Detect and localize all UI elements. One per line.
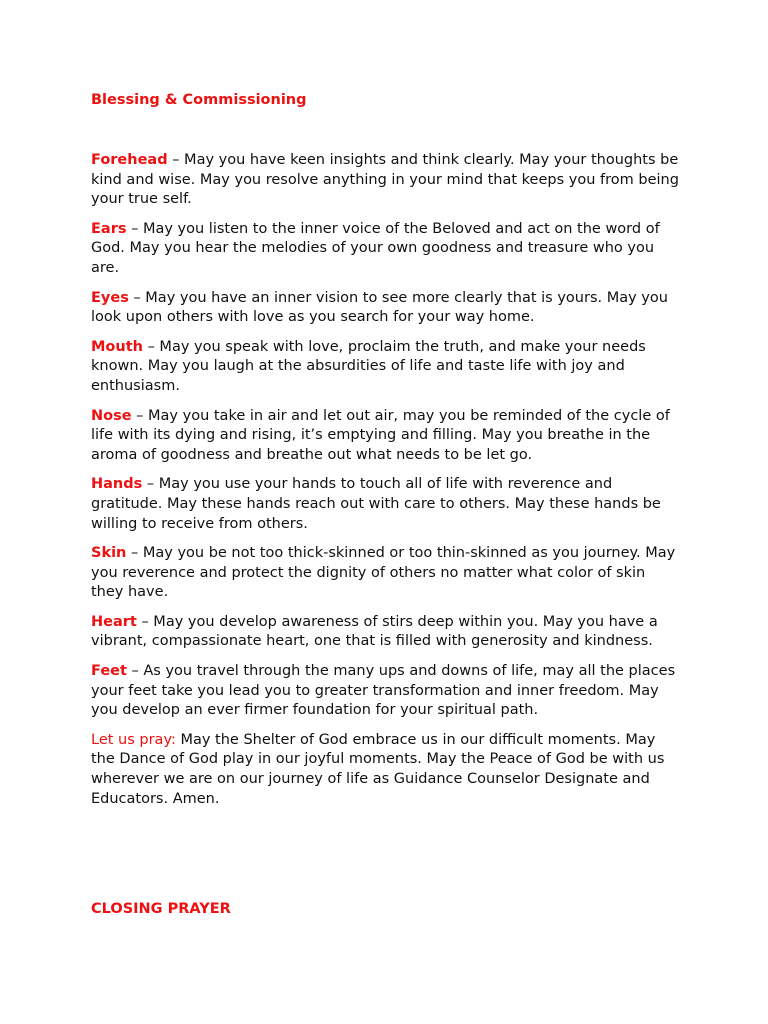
blessing-text: – May you listen to the inner voice of the Beloved and act on the word of God. May you hear the melodies of your own goodness and treasure who you are. bbox=[91, 220, 660, 276]
blessing-term: Nose bbox=[91, 407, 132, 424]
section-heading-blessing: Blessing & Commissioning bbox=[91, 92, 307, 108]
blessing-paragraph bbox=[91, 544, 681, 603]
blessing-term: Hands bbox=[91, 476, 143, 493]
blessing-text: – May you be not too thick-skinned or too thin-skinned as you journey. May you reverence and protect the dignity of others no matter what color of skin they have. bbox=[91, 545, 676, 601]
blessing-term: Forehead bbox=[91, 152, 168, 168]
prayer-text: May the Shelter of God embrace us in our difficult moments. May the Dance of God play in our joyful moments. May the Peace of God be with us wherever we are on our journey of life as Guidance Counselor Designate and Educators. Amen. bbox=[91, 731, 665, 807]
blessing-text: – May you develop awareness of stirs deep within you. May you have a vibrant, compassionate heart, one that is filled with generosity and kindness. bbox=[91, 613, 658, 650]
blessing-text: – May you speak with love, proclaim the truth, and make your needs known. May you laugh at the absurdities of life and taste life with joy and enthusiasm. bbox=[91, 338, 646, 394]
blessing-text: – May you have an inner vision to see more clearly that is yours. May you look upon others with love as you search for your way home. bbox=[91, 289, 668, 326]
blessing-paragraph bbox=[91, 407, 681, 466]
blessing-paragraph bbox=[91, 151, 681, 210]
blessing-term: Mouth bbox=[91, 338, 143, 355]
blessing-term: Skin bbox=[91, 545, 127, 562]
blessing-term: Ears bbox=[91, 220, 127, 237]
blessing-paragraph bbox=[91, 338, 681, 397]
blessing-term: Heart bbox=[91, 613, 137, 630]
blessing-term: Feet bbox=[91, 663, 127, 680]
blessing-paragraph bbox=[91, 475, 681, 534]
blessing-paragraph bbox=[91, 289, 681, 328]
blessing-paragraph bbox=[91, 613, 681, 652]
blessing-text: – As you travel through the many ups and downs of life, may all the places your feet take you lead you to greater transformation and inner freedom. May you develop an ever firmer foundation for your spiritual path. bbox=[91, 663, 676, 719]
prayer-lead: Let us pray: bbox=[91, 731, 176, 748]
prayer-paragraph bbox=[91, 731, 681, 809]
section-heading-closing: CLOSING PRAYER bbox=[91, 901, 231, 917]
blessing-text: – May you have keen insights and think clearly. May your thoughts be kind and wise. May you resolve anything in your mind that keeps you from being your true self. bbox=[91, 152, 679, 208]
blessing-text: – May you use your hands to touch all of life with reverence and gratitude. May these hands reach out with care to others. May these hands be willing to receive from others. bbox=[91, 476, 661, 532]
blessing-term: Eyes bbox=[91, 289, 129, 306]
blessing-paragraph bbox=[91, 662, 681, 721]
blessing-paragraph bbox=[91, 220, 681, 279]
document-body bbox=[91, 151, 681, 819]
blessing-text: – May you take in air and let out air, may you be reminded of the cycle of life with its dying and rising, it’s emptying and filling. May you breathe in the aroma of goodness and breathe out what needs to be let go. bbox=[91, 407, 670, 463]
